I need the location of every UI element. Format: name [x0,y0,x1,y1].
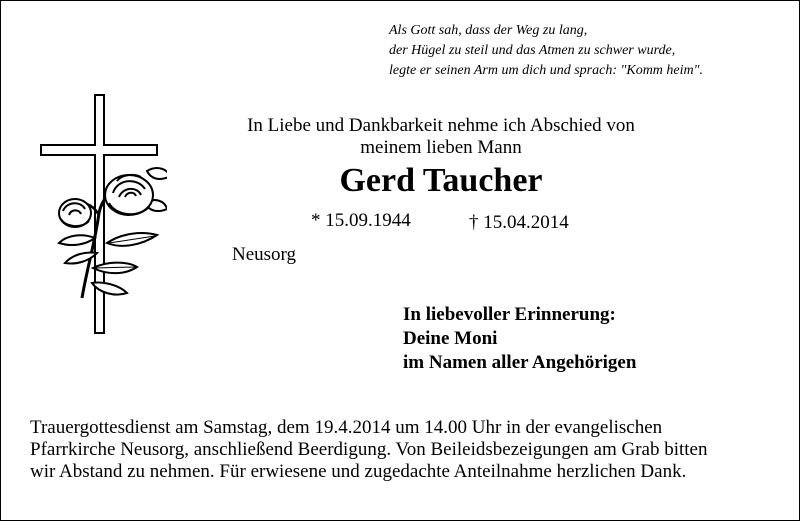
service-line: Pfarrkirche Neusorg, anschließend Beerdigung. Von Beileidsbezeigungen am Grab bitten [30,439,708,460]
death-date: † 15.04.2014 [469,212,569,233]
cross-with-roses-icon [37,93,167,343]
service-announcement [30,417,708,483]
signature-line: In liebevoller Erinnerung: [403,304,616,325]
quote-line: Als Gott sah, dass der Weg zu lang, [389,23,588,38]
memorial-quote [389,21,703,81]
signature-line: Deine Moni [403,328,498,349]
mourners-signature [403,303,636,375]
quote-line: legte er seinen Arm um dich und sprach: "Komm heim". [389,63,704,78]
birth-date: * 15.09.1944 [311,210,411,231]
service-line: Trauergottesdienst am Samstag, dem 19.4.2014 um 14.00 Uhr in der evangelischen [30,417,663,438]
service-line: wir Abstand zu nehmen. Für erwiesene und zugedachte Anteilnahme herzlichen Dank. [30,461,687,482]
intro-line: meinem lieben Mann [360,137,522,158]
quote-line: der Hügel zu steil und das Atmen zu schwer wurde, [389,43,676,58]
farewell-intro [201,115,681,159]
intro-line: In Liebe und Dankbarkeit nehme ich Abschied von [247,115,635,136]
deceased-name: Gerd Taucher [339,162,543,199]
signature-line: im Namen aller Angehörigen [403,352,637,373]
place-name: Neusorg [232,244,297,265]
